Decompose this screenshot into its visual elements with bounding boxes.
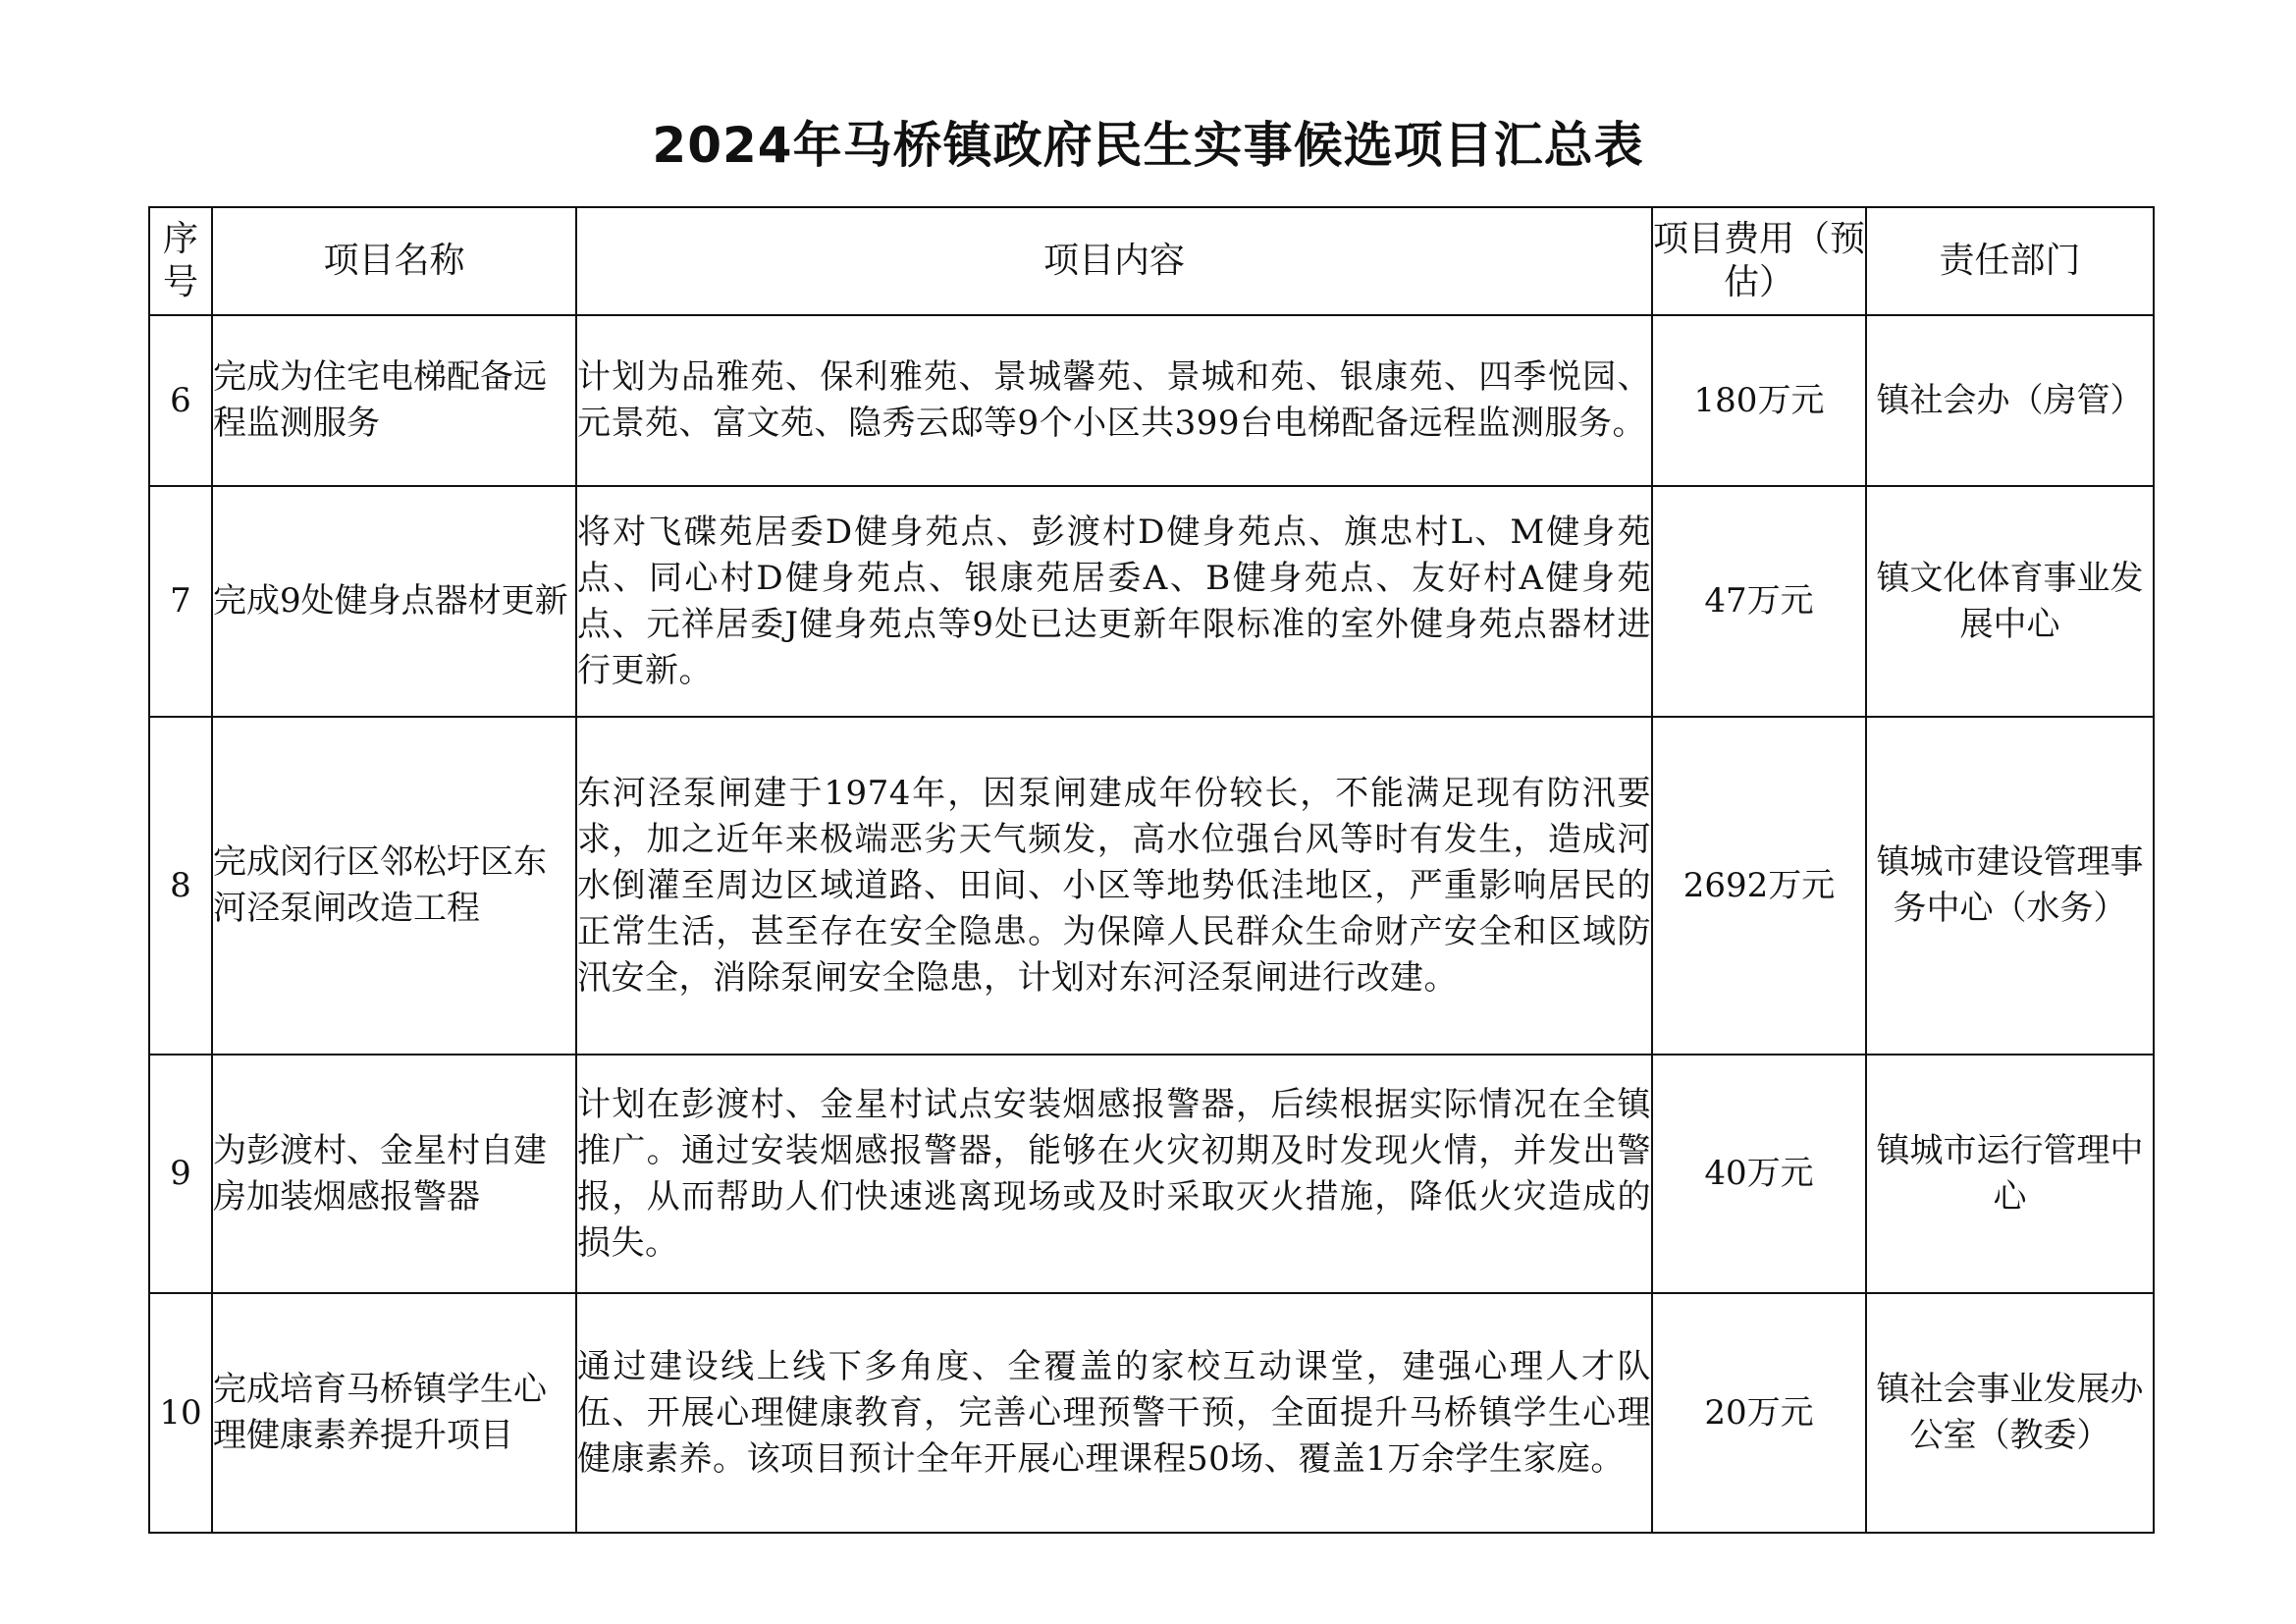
project-cost: 20万元 bbox=[1652, 1293, 1866, 1533]
table-row bbox=[149, 315, 2154, 486]
project-content: 计划在彭渡村、金星村试点安装烟感报警器，后续根据实际情况在全镇推广。通过安装烟感报警器，能够在火灾初期及时发现火情，并发出警报，从而帮助人们快速逃离现场或及时采取灭火措施，降低火灾造成的损失。 bbox=[576, 1055, 1652, 1293]
row-number: 7 bbox=[149, 486, 212, 717]
project-name: 为彭渡村、金星村自建房加装烟感报警器 bbox=[212, 1055, 576, 1293]
project-name: 完成为住宅电梯配备远程监测服务 bbox=[212, 315, 576, 486]
table-row bbox=[149, 1055, 2154, 1293]
responsible-dept: 镇城市建设管理事务中心（水务） bbox=[1866, 717, 2154, 1055]
project-content: 计划为品雅苑、保利雅苑、景城馨苑、景城和苑、银康苑、四季悦园、元景苑、富文苑、隐秀云邸等9个小区共399台电梯配备远程监测服务。 bbox=[576, 315, 1652, 486]
row-number: 6 bbox=[149, 315, 212, 486]
row-number: 9 bbox=[149, 1055, 212, 1293]
project-name: 完成培育马桥镇学生心理健康素养提升项目 bbox=[212, 1293, 576, 1533]
header-cost: 项目费用（预估） bbox=[1652, 207, 1866, 315]
project-summary-table bbox=[148, 206, 2155, 1534]
header-name: 项目名称 bbox=[212, 207, 576, 315]
responsible-dept: 镇社会办（房管） bbox=[1866, 315, 2154, 486]
project-content: 通过建设线上线下多角度、全覆盖的家校互动课堂，建强心理人才队伍、开展心理健康教育，完善心理预警干预，全面提升马桥镇学生心理健康素养。该项目预计全年开展心理课程50场、覆盖1万余学生家庭。 bbox=[576, 1293, 1652, 1533]
header-row bbox=[149, 207, 2154, 315]
project-cost: 47万元 bbox=[1652, 486, 1866, 717]
project-content: 将对飞碟苑居委D健身苑点、彭渡村D健身苑点、旗忠村L、M健身苑点、同心村D健身苑点、银康苑居委A、B健身苑点、友好村A健身苑点、元祥居委J健身苑点等9处已达更新年限标准的室外健身苑点器材进行更新。 bbox=[576, 486, 1652, 717]
project-cost: 180万元 bbox=[1652, 315, 1866, 486]
header-dept: 责任部门 bbox=[1866, 207, 2154, 315]
responsible-dept: 镇文化体育事业发展中心 bbox=[1866, 486, 2154, 717]
table-row bbox=[149, 717, 2154, 1055]
project-name: 完成9处健身点器材更新 bbox=[212, 486, 576, 717]
responsible-dept: 镇城市运行管理中心 bbox=[1866, 1055, 2154, 1293]
table-row bbox=[149, 1293, 2154, 1533]
responsible-dept: 镇社会事业发展办公室（教委） bbox=[1866, 1293, 2154, 1533]
header-content: 项目内容 bbox=[576, 207, 1652, 315]
project-name: 完成闵行区邻松圩区东河泾泵闸改造工程 bbox=[212, 717, 576, 1055]
table-row bbox=[149, 486, 2154, 717]
project-content: 东河泾泵闸建于1974年，因泵闸建成年份较长，不能满足现有防汛要求，加之近年来极端恶劣天气频发，高水位强台风等时有发生，造成河水倒灌至周边区域道路、田间、小区等地势低洼地区，严重影响居民的正常生活，甚至存在安全隐患。为保障人民群众生命财产安全和区域防汛安全，消除泵闸安全隐患，计划对东河泾泵闸进行改建。 bbox=[576, 717, 1652, 1055]
row-number: 10 bbox=[149, 1293, 212, 1533]
header-no: 序号 bbox=[149, 207, 212, 315]
page-title: 2024年马桥镇政府民生实事候选项目汇总表 bbox=[652, 117, 1644, 174]
project-cost: 2692万元 bbox=[1652, 717, 1866, 1055]
row-number: 8 bbox=[149, 717, 212, 1055]
project-cost: 40万元 bbox=[1652, 1055, 1866, 1293]
